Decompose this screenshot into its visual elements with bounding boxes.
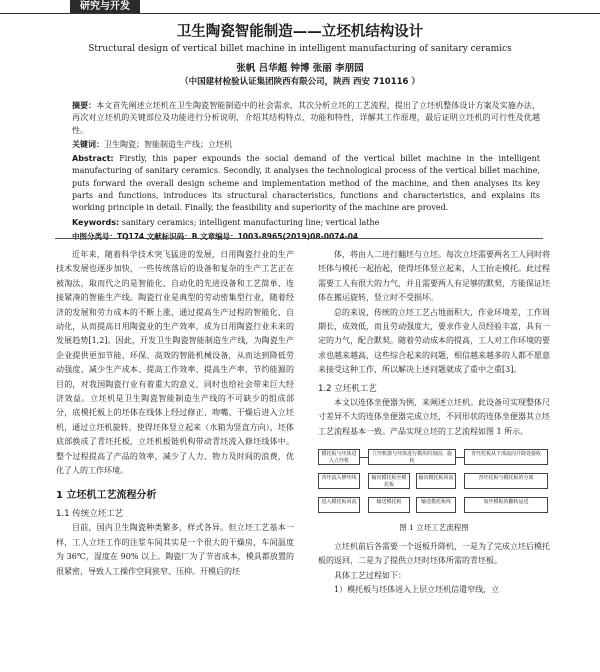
keywords-cn-text: 卫生陶瓷；智能制造生产线；立坯机: [104, 139, 232, 149]
affiliation: （中国建材检验认证集团陕西有限公司，陕西 西安 710116 ）: [180, 77, 420, 87]
intro-paragraph: 近年来，随着科学技术突飞猛进的发展，日用陶瓷行业的生产技术发展也逐步加快，一些传统落后的设备和复杂的生产工艺正在被淘汰，取而代之的是智能化、自动化的先进设备和工艺简单、连接紧凑的智能生产线。陶瓷行业是典型的劳动密集型行业，随着经济的发展和劳力成本的不断上涨，通过提高生产过程的智能化、自动化，从而提高日用陶瓷业的生产效率，成为日用陶瓷行业未来的发展趋势[1,2]。因此，开发卫生陶瓷智能制造生产线，为陶瓷生产企业提供更加节能、环保、高效的智能机械设备，从而达到降低劳动强度、减少生产成本、提高工作效率、提高生产率，节约能源的目的，对我国陶瓷行业有着重大的意义，同时也给社会带来巨大经济效益。立坯机是卫生陶瓷智能制造生产线的不可缺少的组成部分，底模托板上的坯体在线体上经过修正、吻嘴、干燥后进入立坯机，通过立坯机旋转，使得坯体竖立起来（水箱为竖直方向），坯体底部换成了青坯托板，立坯机板链机构带动青坯流入修坯线体中。整个过程提高了产品的效率，减少了人力、物力及时间的浪费，优化了人的工作环境。: [56, 250, 294, 476]
english-title: Structural design of vertical billet machine in intelligent manufacturing of sanitary ceramics: [88, 44, 512, 54]
section-1-2-heading: 1.2 立坯机工艺: [318, 383, 377, 394]
keywords-en-label: Keywords:: [72, 217, 120, 227]
abstract-en-text: Firstly, this paper expounds the social demand of the vertical billet machine in the intelligent manufacturing of sanitary ceramics. Secondly, it analyses the technological process of the vertical billet machine, puts forward the overall design scheme and implementation method of the machine, and then analyses its key parts and functions, introduces its structural characteristics, functions and characteristics, and explains its working principle in detail. Finally, the feasibility and superiority of the machine are proved.: [72, 154, 540, 213]
section-tab: 研究与开发: [70, 0, 140, 14]
section-1-1-heading: 1.1 传统立坯工艺: [56, 508, 124, 519]
paper-title: 卫生陶瓷智能制造——立坯机结构设计: [176, 24, 424, 40]
authors: 张帆 吕华超 钟博 张丽 李朋园: [236, 63, 364, 74]
continued-paragraph: 体，将由人二进行翻坯与立坯。每次立坯需要两名工人同时将坯体与模托一起抬起，使得坯体竖立起来，人工抬走模托。此过程需要工人有很大的力气，并且需要两人有足够的默契，方能保证坯体在搬运旋转，竖立时不受损坏。: [318, 250, 550, 303]
abstract-cn-label: 摘要：: [72, 101, 97, 110]
paragraph-3: 立坯机前后各需要一个返板升降机，一是为了完成立坯后模托板的返回，二是为了提供立坯时坯体所需的青坯板。: [318, 541, 550, 566]
flow-box: 输送模托板: [368, 497, 410, 513]
keywords-en: [72, 217, 540, 229]
abstract-en-label: Abstract:: [72, 154, 114, 164]
header-rule: [0, 13, 600, 14]
keywords-cn: [72, 139, 540, 151]
process-flowchart: [318, 447, 550, 515]
abstract-cn-text: 本文首先阐述立坯机在卫生陶瓷智能制造中的社会需求，其次分析立坯的工艺流程，提出了立坯机整体设计方案及实施办法，再次对立坯机的关键部位及功能进行分析说明，介绍其结构特点、功能和特性，详解其工作原理，最后证明立坯机的可行性及优越性。: [72, 101, 541, 135]
abstract-block: [72, 100, 540, 245]
flow-arrow: [360, 457, 368, 458]
left-column: [56, 248, 294, 579]
right-column: [318, 248, 550, 597]
classification: 中图分类号：TQ174 文献标识码：B 文章编号：1003-8965(2019)08-0074-04: [72, 231, 359, 241]
figure-caption: 图 1 立坯工艺流程图: [399, 523, 469, 533]
section-1-2-paragraph: 本文以连体坐便器为例，来阐述立坯机。此设备可实现整体尺寸差异不大的连体坐便器完成立坯，不同形状的连体坐便器其立坯工艺流程基本一致。产品实现立坯的工艺流程如图 1 所示。: [318, 398, 550, 436]
paragraph-5: 1）模托板与坯体进入上层立坯机信遣窄线，立: [334, 584, 500, 594]
flow-box: 加坯模板的翻转运送: [464, 497, 548, 513]
flow-box: 模托板与坯体进入立坯机: [318, 449, 360, 465]
flow-arrow: [456, 457, 464, 458]
paragraph-4: 具体工艺过程如下：: [334, 570, 406, 580]
flow-box: 青坯流入修坯线: [318, 473, 360, 489]
flow-box: 进入模托板回流: [318, 497, 360, 513]
flow-box: 输出模托板至模托板: [368, 473, 410, 489]
section-1-heading: 1 立坯机工艺流程分析: [56, 489, 157, 501]
flow-box: 输送模托板线: [416, 497, 456, 513]
summary-paragraph: 总的来说，传统的立坯工艺占地面积大，作业环境差，工作周期长，成效低，而且劳动强度大，要求作业人员经验丰富，具有一定的力气，配合默契。随着劳动成本的提高，工人对工作环境的要求也越来越高，这些综合起来的问题，相信越来越多的人都不愿意来接受这种工作，所以解决上述问题就成了重中之重[3]。: [318, 307, 550, 375]
keywords-en-text: sanitary ceramics; intelligent manufacturing line; vertical lathe: [121, 217, 380, 227]
divider: [55, 238, 543, 239]
flow-box: 输出模托板回流: [416, 473, 456, 489]
header-bar: [0, 0, 600, 14]
flow-box: 青坯托板从下部流向升降处接收: [464, 449, 548, 465]
keywords-cn-label: 关键词：: [72, 139, 104, 149]
abstract-cn: [72, 100, 540, 137]
abstract-en: [72, 153, 540, 214]
flow-box: 青坯托板与模托板的分离: [464, 473, 548, 489]
flow-box: 立坯机器与坯体进行模块的加固、旋转: [368, 449, 456, 465]
section-1-1-paragraph: 目前，国内卫生陶瓷种类繁多，样式各异。但立坯工艺基本一样，工人立坯工作的注浆车间其实是一个很大的干燥房，车间温度为 36℃，湿度在 90% 以上。陶瓷厂为了节省成本，模具都放置的很紧密，导致人工操作空间狭窄、压抑。开模后的坯: [56, 523, 294, 576]
